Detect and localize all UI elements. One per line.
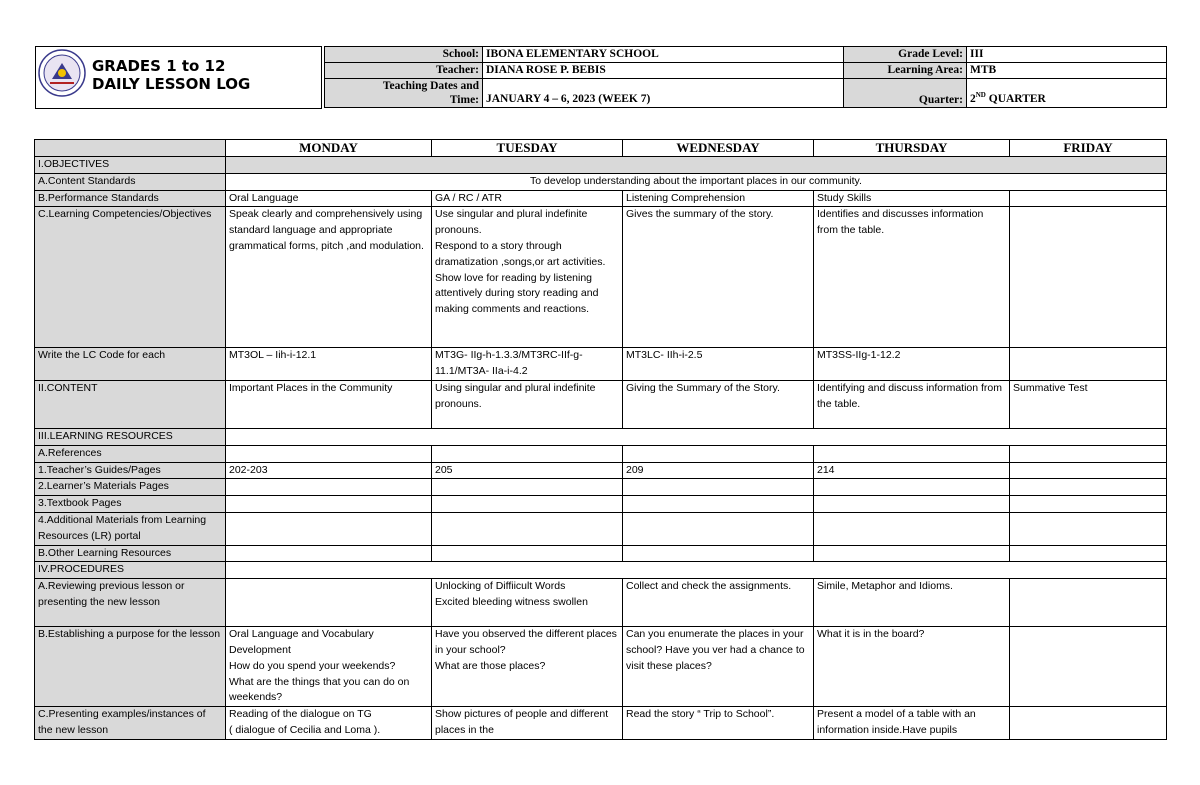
row-references xyxy=(35,445,1167,462)
title-line-1: GRADES 1 to 12 xyxy=(92,57,226,75)
area-value: MTB xyxy=(967,63,1167,79)
cell-day-3 xyxy=(623,479,814,496)
cell-day-1 xyxy=(226,496,432,513)
day-monday: MONDAY xyxy=(226,140,432,157)
row-label: A.Content Standards xyxy=(35,173,226,190)
row-presenting xyxy=(35,707,1167,740)
quarter-text: QUARTER xyxy=(985,93,1046,105)
cell-day-1 xyxy=(226,512,432,545)
school-label: School: xyxy=(325,47,483,63)
cell-day-4 xyxy=(814,479,1010,496)
cell-day-2: MT3G- IIg-h-1.3.3/MT3RC-IIf-g-11.1/MT3A- IIa-i-4.2 xyxy=(432,348,623,381)
content-standards-value: To develop understanding about the important places in our community. xyxy=(226,173,1167,190)
cell-day-2: Unlocking of Diffiicult Words Excited bleeding witness swollen xyxy=(432,579,623,627)
cell-day-3: MT3LC- IIh-i-2.5 xyxy=(623,348,814,381)
day-header-row xyxy=(35,140,1167,157)
cell-day-2 xyxy=(432,545,623,562)
row-label: C.Presenting examples/instances of the new lesson xyxy=(35,707,226,740)
cell-day-5 xyxy=(1010,496,1167,513)
cell-day-5 xyxy=(1010,479,1167,496)
deped-seal-icon xyxy=(38,49,86,97)
day-tuesday: TUESDAY xyxy=(432,140,623,157)
section-procedures-fill xyxy=(226,562,1167,579)
cell-day-1: 202-203 xyxy=(226,462,432,479)
section-row-objectives xyxy=(35,157,1167,174)
row-label: Write the LC Code for each xyxy=(35,348,226,381)
row-content xyxy=(35,380,1167,428)
dates-label-line-2: Time: xyxy=(449,94,479,106)
teacher-label: Teacher: xyxy=(325,63,483,79)
cell-day-5 xyxy=(1010,462,1167,479)
section-row-learning-resources xyxy=(35,428,1167,445)
cell-day-2 xyxy=(432,445,623,462)
cell-day-5 xyxy=(1010,579,1167,627)
row-learners-materials xyxy=(35,479,1167,496)
lesson-log-table xyxy=(34,139,1167,740)
cell-day-5 xyxy=(1010,627,1167,707)
cell-day-1 xyxy=(226,545,432,562)
row-label: 2.Learner’s Materials Pages xyxy=(35,479,226,496)
cell-day-4: Study Skills xyxy=(814,190,1010,207)
cell-day-3: Can you enumerate the places in your school? Have you ver had a chance to visit these places? xyxy=(623,627,814,707)
row-label: B.Establishing a purpose for the lesson xyxy=(35,627,226,707)
quarter-number: 2 xyxy=(970,93,976,105)
corner-cell xyxy=(35,140,226,157)
cell-day-5 xyxy=(1010,348,1167,381)
teacher-value: DIANA ROSE P. BEBIS xyxy=(483,63,844,79)
cell-day-1 xyxy=(226,479,432,496)
quarter-suffix: ND xyxy=(975,91,986,100)
section-row-procedures xyxy=(35,562,1167,579)
cell-day-3 xyxy=(623,512,814,545)
section-learning-resources-fill xyxy=(226,428,1167,445)
cell-day-4 xyxy=(814,512,1010,545)
cell-day-4 xyxy=(814,496,1010,513)
dates-label-line-1: Teaching Dates and xyxy=(382,80,479,92)
cell-day-2: GA / RC / ATR xyxy=(432,190,623,207)
cell-day-2 xyxy=(432,512,623,545)
cell-day-3 xyxy=(623,445,814,462)
row-reviewing xyxy=(35,579,1167,627)
cell-day-4 xyxy=(814,545,1010,562)
area-label: Learning Area: xyxy=(844,63,967,79)
section-learning-resources: III.LEARNING RESOURCES xyxy=(35,428,226,445)
dates-value: JANUARY 4 – 6, 2023 (WEEK 7) xyxy=(483,79,844,108)
school-value: IBONA ELEMENTARY SCHOOL xyxy=(483,47,844,63)
row-lc-code xyxy=(35,348,1167,381)
cell-day-3: Giving the Summary of the Story. xyxy=(623,380,814,428)
row-label: 4.Additional Materials from Learning Resources (LR) portal xyxy=(35,512,226,545)
cell-day-1: MT3OL – Iih-i-12.1 xyxy=(226,348,432,381)
cell-day-4: Identifies and discusses information from the table. xyxy=(814,207,1010,348)
day-friday: FRIDAY xyxy=(1010,140,1167,157)
cell-day-4: Identifying and discuss information from the table. xyxy=(814,380,1010,428)
cell-day-4: Present a model of a table with an information inside.Have pupils xyxy=(814,707,1010,740)
row-competencies xyxy=(35,207,1167,348)
cell-day-3 xyxy=(623,496,814,513)
cell-day-3: Listening Comprehension xyxy=(623,190,814,207)
cell-day-3: Gives the summary of the story. xyxy=(623,207,814,348)
cell-day-2 xyxy=(432,479,623,496)
cell-day-3: 209 xyxy=(623,462,814,479)
grade-label: Grade Level: xyxy=(844,47,967,63)
cell-day-3 xyxy=(623,545,814,562)
cell-day-2: Use singular and plural indefinite pronouns. Respond to a story through dramatization ,songs,or art activities. Show love for reading by listening attentively during story reading and making comments and reactions. xyxy=(432,207,623,348)
cell-day-3: Collect and check the assignments. xyxy=(623,579,814,627)
row-label: II.CONTENT xyxy=(35,380,226,428)
cell-day-1 xyxy=(226,579,432,627)
cell-day-2: 205 xyxy=(432,462,623,479)
row-performance-standards xyxy=(35,190,1167,207)
row-textbook-pages xyxy=(35,496,1167,513)
cell-day-4: 214 xyxy=(814,462,1010,479)
cell-day-2: Using singular and plural indefinite pronouns. xyxy=(432,380,623,428)
row-label: A.Reviewing previous lesson or presenting the new lesson xyxy=(35,579,226,627)
row-other-resources xyxy=(35,545,1167,562)
row-label: 1.Teacher’s Guides/Pages xyxy=(35,462,226,479)
grade-value: III xyxy=(967,47,1167,63)
cell-day-4: Simile, Metaphor and Idioms. xyxy=(814,579,1010,627)
row-additional-materials xyxy=(35,512,1167,545)
cell-day-2: Have you observed the different places in your school? What are those places? xyxy=(432,627,623,707)
section-procedures: IV.PROCEDURES xyxy=(35,562,226,579)
header-info-table xyxy=(324,46,1167,108)
dates-label xyxy=(325,79,483,108)
day-thursday: THURSDAY xyxy=(814,140,1010,157)
cell-day-5 xyxy=(1010,512,1167,545)
cell-day-5 xyxy=(1010,190,1167,207)
row-label: A.References xyxy=(35,445,226,462)
cell-day-3: Read the story “ Trip to School”. xyxy=(623,707,814,740)
row-label: B.Other Learning Resources xyxy=(35,545,226,562)
section-objectives-fill xyxy=(226,157,1167,174)
cell-day-2: Show pictures of people and different places in the xyxy=(432,707,623,740)
cell-day-5 xyxy=(1010,207,1167,348)
cell-day-1 xyxy=(226,445,432,462)
cell-day-1: Oral Language and Vocabulary Development How do you spend your weekends? What are the things that you can do on weekends? xyxy=(226,627,432,707)
cell-day-5 xyxy=(1010,707,1167,740)
cell-day-5 xyxy=(1010,445,1167,462)
row-content-standards xyxy=(35,173,1167,190)
cell-day-1: Speak clearly and comprehensively using standard language and appropriate grammatical forms, pitch ,and modulation. xyxy=(226,207,432,348)
section-objectives: I.OBJECTIVES xyxy=(35,157,226,174)
day-wednesday: WEDNESDAY xyxy=(623,140,814,157)
row-label: 3.Textbook Pages xyxy=(35,496,226,513)
quarter-value xyxy=(967,79,1167,108)
row-label: B.Performance Standards xyxy=(35,190,226,207)
title-line-2: DAILY LESSON LOG xyxy=(92,75,251,93)
quarter-label: Quarter: xyxy=(844,79,967,108)
page-title xyxy=(92,57,250,93)
cell-day-4: What it is in the board? xyxy=(814,627,1010,707)
cell-day-5 xyxy=(1010,545,1167,562)
cell-day-5: Summative Test xyxy=(1010,380,1167,428)
row-teachers-guides xyxy=(35,462,1167,479)
row-label: C.Learning Competencies/Objectives xyxy=(35,207,226,348)
cell-day-4: MT3SS-IIg-1-12.2 xyxy=(814,348,1010,381)
row-establishing xyxy=(35,627,1167,707)
cell-day-1: Reading of the dialogue on TG ( dialogue of Cecilia and Loma ). xyxy=(226,707,432,740)
cell-day-1: Oral Language xyxy=(226,190,432,207)
cell-day-2 xyxy=(432,496,623,513)
cell-day-4 xyxy=(814,445,1010,462)
cell-day-1: Important Places in the Community xyxy=(226,380,432,428)
